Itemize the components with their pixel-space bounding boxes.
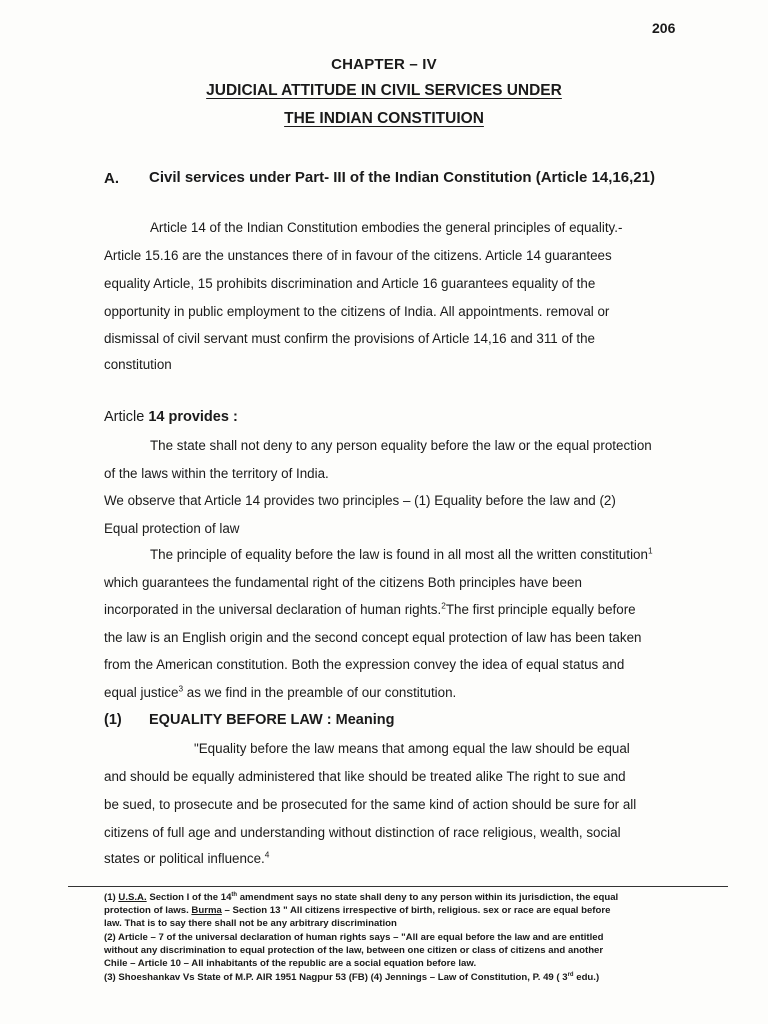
paragraph-line: and should be equally administered that like should be treated alike The right to sue and bbox=[104, 769, 626, 784]
paragraph-line: Equal protection of law bbox=[104, 521, 240, 536]
chapter-title-line-2: THE INDIAN CONSTITUION bbox=[284, 110, 484, 127]
paragraph-text: as we find in the preamble of our constitution. bbox=[183, 685, 457, 700]
footnote-text: edu.) bbox=[573, 972, 600, 983]
paragraph-line: opportunity in public employment to the citizens of India. All appointments. removal or bbox=[104, 304, 610, 319]
paragraph-line: Article 14 of the Indian Constitution embodies the general principles of equality.- bbox=[150, 220, 623, 235]
section-letter: A. bbox=[104, 170, 119, 187]
footnote-text: protection of laws. bbox=[104, 905, 192, 916]
paragraph-line bbox=[150, 547, 653, 562]
footnote-1-line-1 bbox=[104, 892, 618, 904]
subsection-title: EQUALITY BEFORE LAW : Meaning bbox=[149, 712, 395, 728]
paragraph-line: be sued, to prosecute and be prosecuted for the same kind of action should be sure for all bbox=[104, 797, 637, 812]
section-title: Civil services under Part- III of the Indian Constitution (Article 14,16,21) bbox=[149, 169, 655, 186]
paragraph-line bbox=[104, 685, 456, 700]
article14-heading bbox=[104, 409, 238, 425]
footnote-divider bbox=[68, 886, 728, 887]
paragraph-line: of the laws within the territory of India. bbox=[104, 466, 329, 481]
footnote-1-line-2 bbox=[104, 905, 610, 917]
footnote-ref-2: 2 bbox=[441, 600, 446, 611]
footnote-2-line-2: without any discrimination to equal protection of the law, between one citizen or class of citizens and another bbox=[104, 945, 604, 956]
paragraph-text: equal justice bbox=[104, 685, 179, 700]
paragraph-text: states or political influence. bbox=[104, 851, 265, 866]
chapter-label: CHAPTER – IV bbox=[331, 56, 437, 73]
paragraph-line: The state shall not deny to any person equality before the law or the equal protection bbox=[150, 438, 652, 453]
paragraph-line bbox=[104, 851, 269, 866]
paragraph-line: Article 15.16 are the unstances there of in favour of the citizens. Article 14 guarantees bbox=[104, 248, 612, 263]
footnote-text: (3) Shoeshankav Vs State of M.P. AIR 1951 Nagpur 53 (FB) (4) Jennings – Law of Constitution, P. 49 ( 3 bbox=[104, 972, 568, 983]
paragraph-text: The first principle equally before bbox=[445, 602, 636, 617]
footnote-ref-4: 4 bbox=[264, 849, 270, 860]
footnote-2-line-3: Chile – Article 10 – All inhabitants of the republic are a social equation before law. bbox=[104, 958, 477, 969]
paragraph-line: from the American constitution. Both the expression convey the idea of equal status and bbox=[104, 657, 625, 672]
paragraph-text: The principle of equality before the law is found in all most all the written constitution bbox=[150, 547, 648, 562]
paragraph-line: which guarantees the fundamental right of the citizens Both principles have been bbox=[104, 575, 582, 590]
footnote-ref-3: 3 bbox=[178, 683, 184, 694]
paragraph-line: constitution bbox=[104, 357, 172, 372]
footnote-ref-1: 1 bbox=[647, 545, 653, 556]
footnote-superscript: rd bbox=[567, 971, 574, 978]
footnote-country-burma: Burma bbox=[191, 905, 222, 916]
footnote-text: – Section 13 " All citizens irrespective of birth, religious. sex or race are equal before bbox=[221, 905, 611, 916]
subsection-number: (1) bbox=[104, 712, 122, 728]
article14-heading-rest: 14 provides : bbox=[148, 409, 238, 425]
article14-heading-prefix: Article bbox=[104, 409, 145, 425]
footnote-text: (1) bbox=[104, 892, 119, 903]
paragraph-line: the law is an English origin and the second concept equal protection of law has been taken bbox=[104, 630, 642, 645]
footnote-1-line-3: law. That is to say there shall not be any arbitrary discrimination bbox=[104, 918, 397, 929]
paragraph-line: dismissal of civil servant must confirm the provisions of Article 14,16 and 311 of the bbox=[104, 331, 595, 346]
paragraph-line: "Equality before the law means that among equal the law should be equal bbox=[194, 741, 630, 756]
footnote-text: amendment says no state shall deny to any person within its jurisdiction, the equal bbox=[237, 892, 619, 903]
paragraph-text: incorporated in the universal declaration of human rights. bbox=[104, 602, 442, 617]
footnote-superscript: th bbox=[231, 891, 238, 898]
paragraph-line: equality Article, 15 prohibits discrimination and Article 16 guarantees equality of the bbox=[104, 276, 596, 291]
footnote-country-usa: U.S.A. bbox=[118, 892, 147, 903]
footnote-3-4 bbox=[104, 972, 599, 984]
paragraph-line bbox=[104, 602, 636, 617]
chapter-title-line-1: JUDICIAL ATTITUDE IN CIVIL SERVICES UNDER bbox=[206, 82, 562, 99]
paragraph-line: We observe that Article 14 provides two principles – (1) Equality before the law and (2) bbox=[104, 493, 616, 508]
footnote-text: Section I of the 14 bbox=[146, 892, 232, 903]
paragraph-line: citizens of full age and understanding without distinction of race religious, wealth, social bbox=[104, 825, 621, 840]
footnote-2-line-1: (2) Article – 7 of the universal declaration of human rights says – "All are equal before the law and are entitled bbox=[104, 932, 604, 943]
page-number: 206 bbox=[652, 20, 676, 36]
